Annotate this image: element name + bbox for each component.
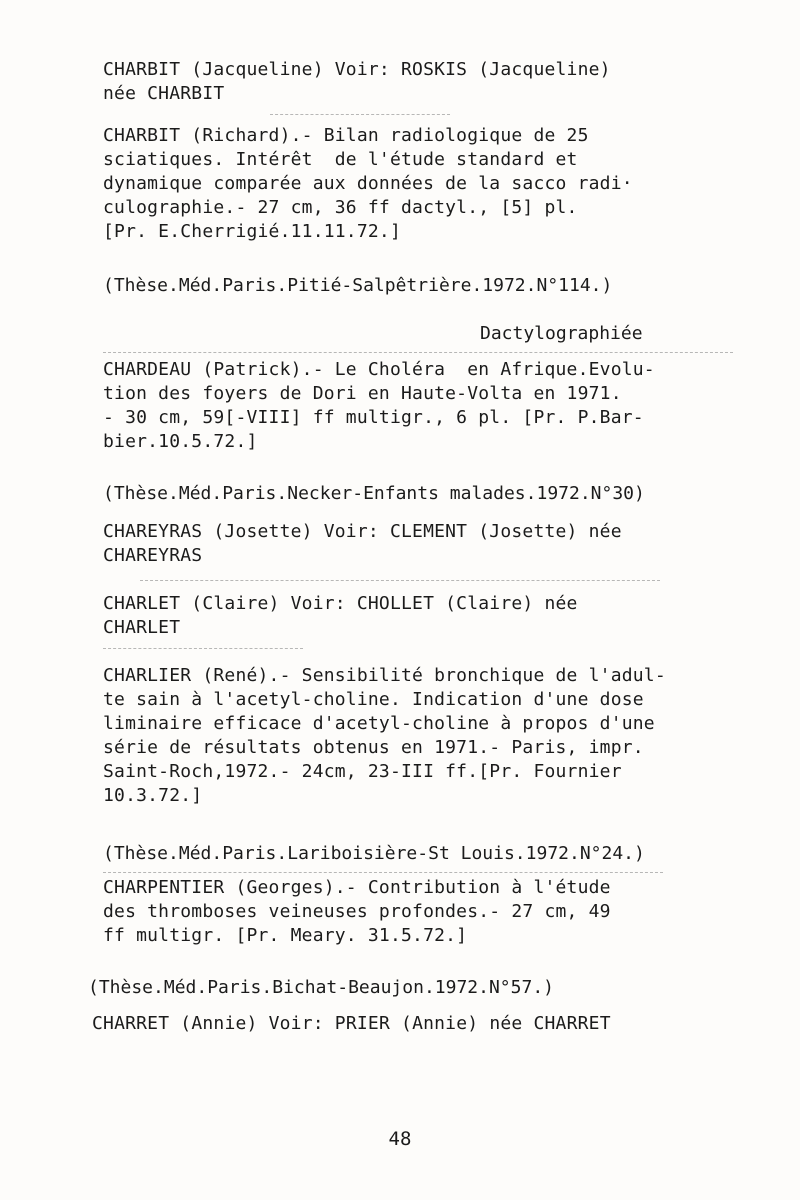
entry-line: Saint-Roch,1972.- 24cm, 23-III ff.[Pr. Fournier <box>103 761 622 782</box>
thesis-note: (Thèse.Méd.Paris.Lariboisière-St Louis.1972.N°24.) <box>103 843 645 864</box>
entry-line: dynamique comparée aux données de la sacco radi· <box>103 173 633 194</box>
separator <box>140 580 660 581</box>
entry-charlet-claire <box>103 592 743 640</box>
entry-line: CHARRET (Annie) Voir: PRIER (Annie) née CHARRET <box>92 1013 611 1034</box>
entry-line: ff multigr. [Pr. Meary. 31.5.72.] <box>103 925 468 946</box>
entry-line: CHARDEAU (Patrick).- Le Choléra en Afrique.Evolu- <box>103 359 655 380</box>
entry-line: liminaire efficace d'acetyl-choline à propos d'une <box>103 713 655 734</box>
entry-line: 10.3.72.] <box>103 785 203 806</box>
thesis-note: (Thèse.Méd.Paris.Necker-Enfants malades.1972.N°30) <box>103 483 645 504</box>
entry-line: tion des foyers de Dori en Haute-Volta en 1971. <box>103 383 622 404</box>
entry-line: sciatiques. Intérêt de l'étude standard et <box>103 149 578 170</box>
entry-line: culographie.- 27 cm, 36 ff dactyl., [5] pl. <box>103 197 578 218</box>
entry-line: CHARLIER (René).- Sensibilité bronchique de l'adul- <box>103 665 666 686</box>
separator <box>270 114 450 115</box>
entry-line: CHARBIT (Richard).- Bilan radiologique de 25 <box>103 125 589 146</box>
entry-line: série de résultats obtenus en 1971.- Paris, impr. <box>103 737 644 758</box>
entry-line: bier.10.5.72.] <box>103 431 258 452</box>
bleed-through-decoration <box>200 1060 700 1100</box>
entry-line: [Pr. E.Cherrigié.11.11.72.] <box>103 221 401 242</box>
entry-line: CHAREYRAS <box>103 545 203 566</box>
thesis-note: (Thèse.Méd.Paris.Pitié-Salpêtrière.1972.N°114.) <box>103 275 613 296</box>
separator <box>103 872 663 873</box>
entry-chareyras-josette <box>103 520 743 568</box>
entry-line: CHARLET (Claire) Voir: CHOLLET (Claire) née <box>103 593 578 614</box>
entry-charlier-rene <box>103 664 743 808</box>
entry-line: des thromboses veineuses profondes.- 27 cm, 49 <box>103 901 611 922</box>
entry-charbit-jacqueline <box>103 58 743 106</box>
separator <box>103 352 733 353</box>
entry-line: née CHARBIT <box>103 83 225 104</box>
entry-charret-annie <box>92 1012 732 1036</box>
entry-chardeau-patrick <box>103 358 743 454</box>
entry-line: CHARLET <box>103 617 181 638</box>
page-number: 48 <box>388 1128 412 1150</box>
separator <box>103 648 303 649</box>
entry-charpentier-georges <box>103 876 743 948</box>
entry-line: - 30 cm, 59[-VIII] ff multigr., 6 pl. [Pr. P.Bar- <box>103 407 644 428</box>
entry-line: CHARBIT (Jacqueline) Voir: ROSKIS (Jacqueline) <box>103 59 611 80</box>
thesis-note: (Thèse.Méd.Paris.Bichat-Beaujon.1972.N°57.) <box>88 977 554 998</box>
format-label: Dactylographiée <box>480 323 643 344</box>
entry-line: te sain à l'acetyl-choline. Indication d'une dose <box>103 689 644 710</box>
entry-line: CHAREYRAS (Josette) Voir: CLEMENT (Josette) née <box>103 521 622 542</box>
entry-charbit-richard <box>103 124 743 244</box>
entry-line: CHARPENTIER (Georges).- Contribution à l'étude <box>103 877 611 898</box>
